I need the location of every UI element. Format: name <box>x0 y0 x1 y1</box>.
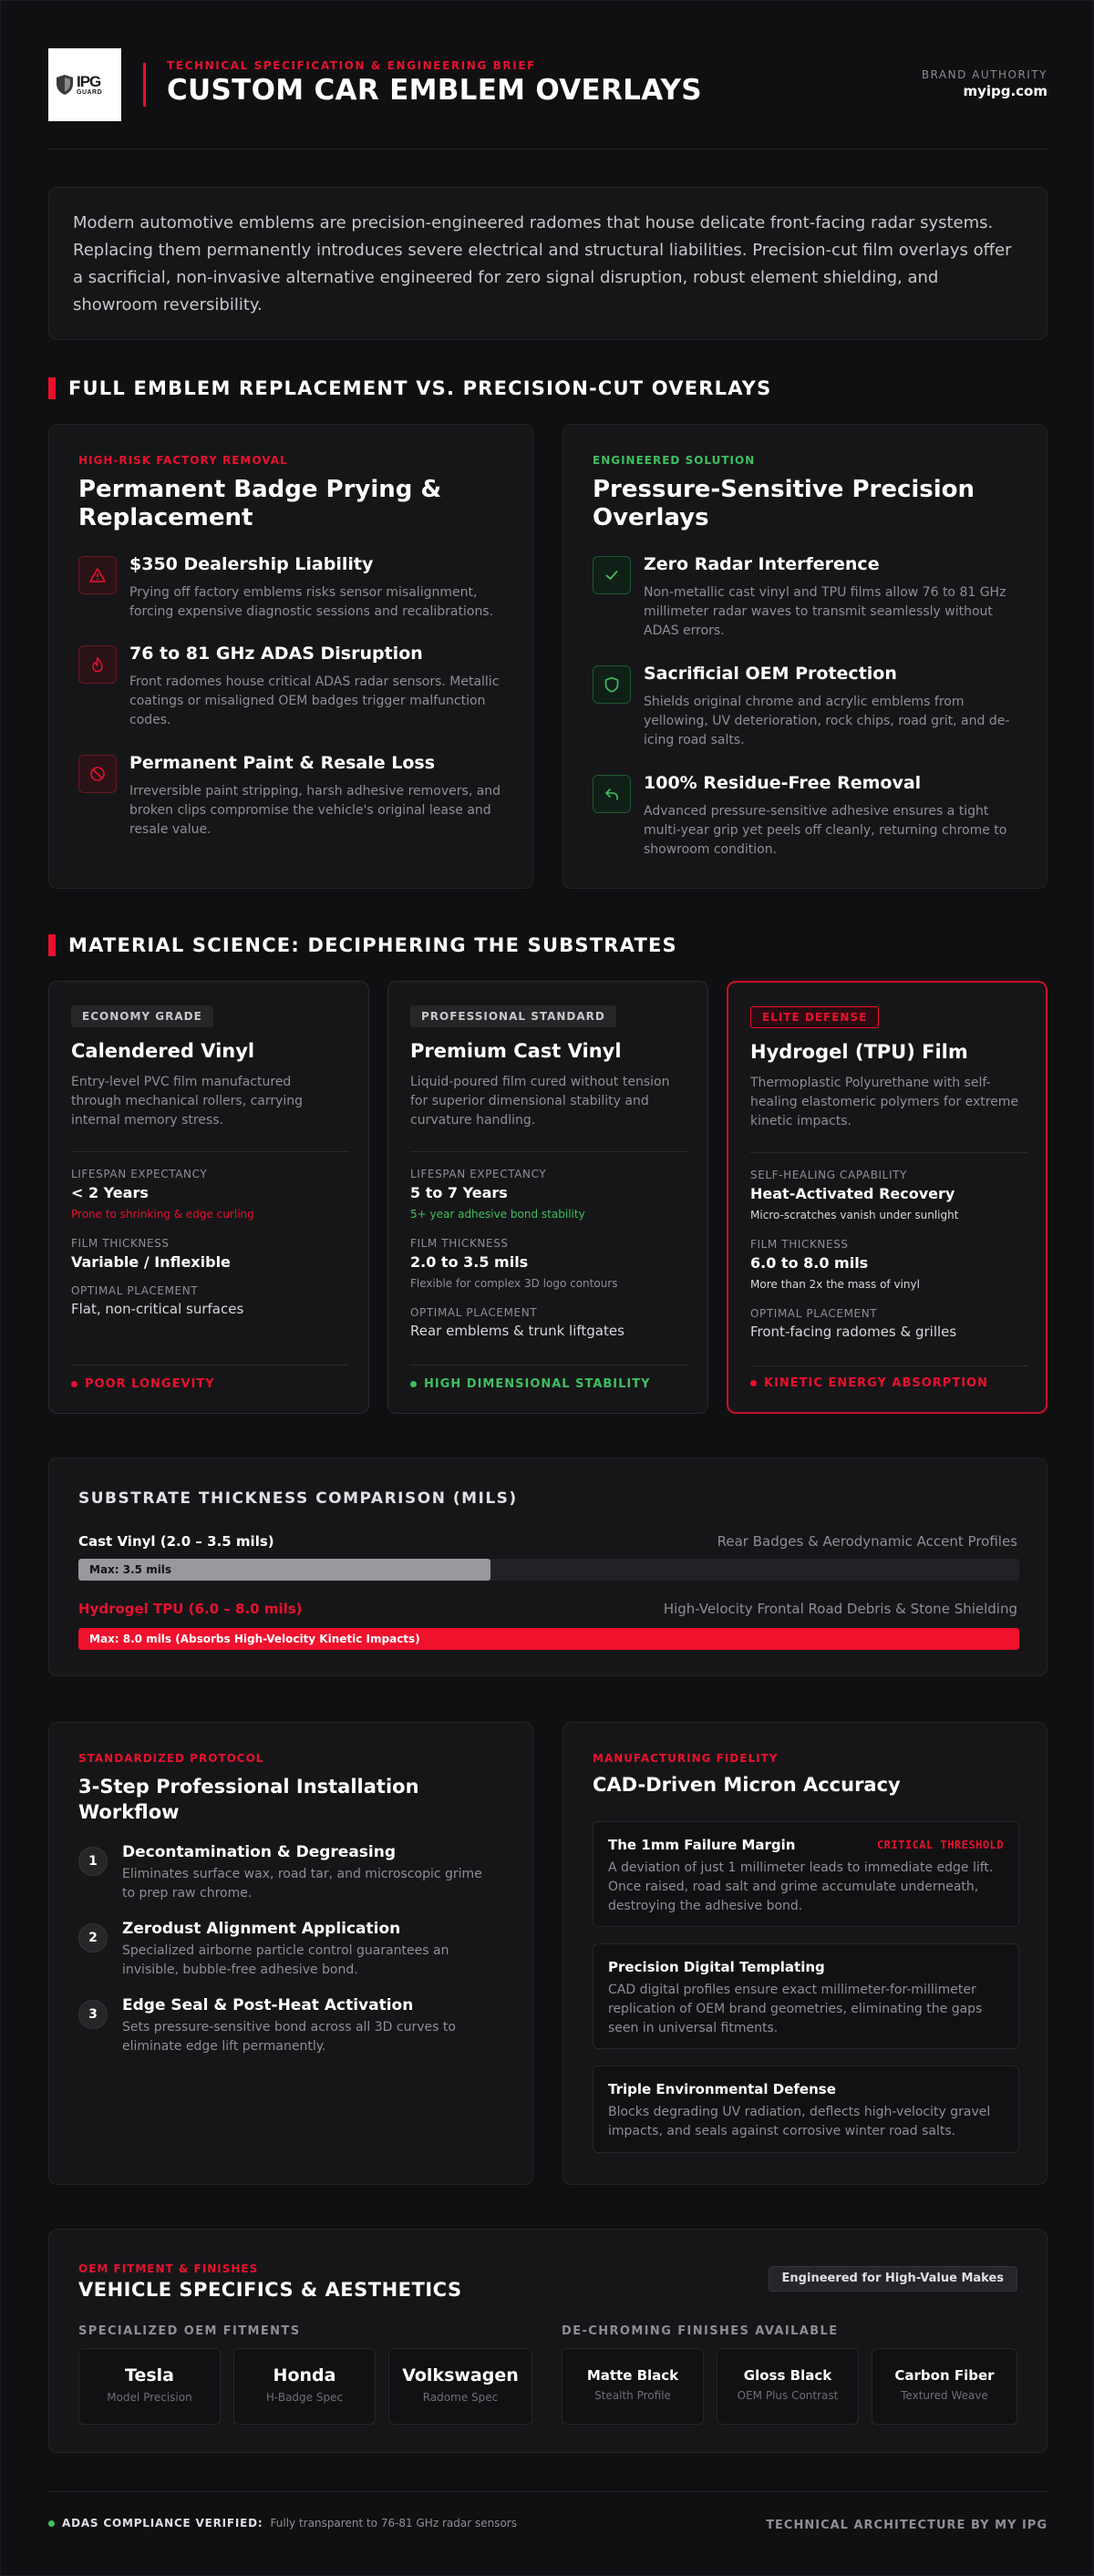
warning-icon <box>78 556 117 594</box>
material-desc: Thermoplastic Polyurethane with self-healing elastomeric polymers for extreme kinetic impacts. <box>750 1076 1019 1128</box>
spec-note: Prone to shrinking & edge curling <box>71 1208 254 1221</box>
undo-icon <box>593 775 631 813</box>
finish-tile-matte-black[interactable] <box>562 2348 704 2425</box>
tile-name: Tesla <box>125 2365 174 2385</box>
bar-use-cast: Rear Badges & Aerodynamic Accent Profiles <box>717 1533 1017 1550</box>
tile-name: Volkswagen <box>402 2365 519 2385</box>
item-desc: Front radomes house critical ADAS radar sensors. Metallic coatings or misaligned OEM badges trigger malfunction codes. <box>129 675 500 727</box>
box-desc: A deviation of just 1 millimeter leads to immediate edge lift. Once raised, road salt and grime accumulate underneath, destroying the adhesive bond. <box>608 1860 994 1913</box>
section-accent-bar <box>48 377 56 399</box>
cad-box <box>593 2066 1019 2153</box>
thickness-comparison-panel <box>48 1458 1048 1676</box>
footer-label: POOR LONGEVITY <box>85 1377 215 1391</box>
step-desc: Sets pressure-sensitive bond across all 3D curves to eliminate edge lift permanently. <box>122 2020 456 2054</box>
card-title: 3-Step Professional Installation Workflow <box>78 1776 419 1823</box>
material-footer <box>750 1376 988 1390</box>
spec-note: Flexible for complex 3D logo contours <box>410 1277 618 1290</box>
panel-kicker: OEM FITMENT & FINISHES <box>78 2262 259 2275</box>
spec-label: OPTIMAL PLACEMENT <box>750 1307 878 1320</box>
tile-sub: Model Precision <box>107 2391 192 2404</box>
material-desc: Liquid-poured film cured without tension for superior dimensional stability and curvature handling. <box>410 1075 670 1128</box>
material-card-calendered <box>48 981 369 1414</box>
fitment-tile-honda[interactable] <box>233 2348 376 2425</box>
spec-value: 5 to 7 Years <box>410 1184 508 1201</box>
brand-logo[interactable] <box>48 48 121 121</box>
fitment-tile-tesla[interactable] <box>78 2348 221 2425</box>
spec-value: 6.0 to 8.0 mils <box>750 1254 869 1272</box>
item-desc: Shields original chrome and acrylic emblems from yellowing, UV deterioration, rock chips, road grit, and de-icing road salts. <box>644 695 1010 747</box>
section-accent-bar <box>48 934 56 956</box>
material-title: Hydrogel (TPU) Film <box>750 1041 968 1063</box>
spec-value: Rear emblems & trunk liftgates <box>410 1323 624 1339</box>
cad-box <box>593 1943 1019 2049</box>
spec-value: 2.0 to 3.5 mils <box>410 1253 529 1271</box>
card-kicker: ENGINEERED SOLUTION <box>593 454 756 467</box>
overlay-card <box>562 424 1048 889</box>
box-desc: CAD digital profiles ensure exact millimeter-for-millimeter replication of OEM brand geometries, eliminating the gaps seen in universal fitments. <box>608 1983 983 2035</box>
divider <box>410 1151 687 1152</box>
spec-label: FILM THICKNESS <box>750 1238 849 1251</box>
card-kicker: HIGH-RISK FACTORY REMOVAL <box>78 454 288 467</box>
compliance-desc: Fully transparent to 76-81 GHz radar sensors <box>270 2517 517 2530</box>
footer <box>48 2517 1048 2535</box>
critical-threshold-tag: CRITICAL THRESHOLD <box>876 1839 1004 1851</box>
compliance-status <box>48 2517 517 2530</box>
brand-url-link[interactable]: myipg.com <box>963 83 1048 99</box>
status-dot <box>48 2520 55 2527</box>
section-heading-comparison <box>48 377 771 399</box>
step-number: 3 <box>78 2000 108 2029</box>
material-title: Premium Cast Vinyl <box>410 1040 622 1062</box>
panel-title: VEHICLE SPECIFICS & AESTHETICS <box>78 2279 462 2301</box>
spec-value: Variable / Inflexible <box>71 1253 231 1271</box>
step-desc: Specialized airborne particle control guarantees an invisible, bubble-free adhesive bond. <box>122 1943 449 1977</box>
item-title: 100% Residue-Free Removal <box>644 773 922 793</box>
status-dot <box>410 1381 417 1387</box>
footer-rule <box>48 2491 1048 2492</box>
intro-text: Modern automotive emblems are precision-engineered radomes that house delicate front-facing radar systems. Replacing them permanently introduces severe electrical and structural liabilities. Precision-cut film overlays offer a sacrificial, non-invasive alternative engineered for zero signal disruption, robust element shielding, and showroom reversibility. <box>73 213 1012 314</box>
spec-note: More than 2x the mass of vinyl <box>750 1278 920 1291</box>
compliance-label: ADAS COMPLIANCE VERIFIED: <box>62 2517 263 2530</box>
item-desc: Non-metallic cast vinyl and TPU films allow 76 to 81 GHz millimeter radar waves to transmit seamlessly without ADAS errors. <box>644 585 1006 638</box>
material-title: Calendered Vinyl <box>71 1040 255 1062</box>
spec-value: Front-facing radomes & grilles <box>750 1324 957 1340</box>
item-title: 76 to 81 GHz ADAS Disruption <box>129 644 423 664</box>
divider <box>750 1365 1027 1366</box>
vehicle-specifics-panel <box>48 2229 1048 2453</box>
spec-label: SELF-HEALING CAPABILITY <box>750 1169 907 1181</box>
spec-label: LIFESPAN EXPECTANCY <box>410 1168 547 1180</box>
header <box>48 48 1048 121</box>
item-desc: Prying off factory emblems risks sensor misalignment, forcing expensive diagnostic sessions and recalibrations. <box>129 585 494 619</box>
step-title: Decontamination & Degreasing <box>122 1843 397 1861</box>
logo-wordmark: IPG <box>77 73 101 90</box>
box-desc: Blocks degrading UV radiation, deflects high-velocity gravel impacts, and seals against corrosive winter road salts. <box>608 2105 991 2138</box>
footer-credit: TECHNICAL ARCHITECTURE BY MY IPG <box>766 2519 1048 2532</box>
spec-note: 5+ year adhesive bond stability <box>410 1208 585 1221</box>
spec-value: Heat-Activated Recovery <box>750 1185 955 1202</box>
header-divider <box>143 63 146 107</box>
step-title: Zerodust Alignment Application <box>122 1920 401 1938</box>
step-title: Edge Seal & Post-Heat Activation <box>122 1996 414 2014</box>
tile-name: Honda <box>273 2365 336 2385</box>
material-card-tpu <box>727 981 1048 1414</box>
tile-name: Carbon Fiber <box>894 2367 995 2384</box>
material-footer <box>410 1377 651 1391</box>
fitments-label: SPECIALIZED OEM FITMENTS <box>78 2324 301 2338</box>
box-title: Precision Digital Templating <box>608 1959 825 1975</box>
bar-fill-cast: Max: 3.5 mils <box>78 1559 490 1581</box>
ban-icon <box>78 755 117 793</box>
step-number: 2 <box>78 1923 108 1953</box>
panel-title: SUBSTRATE THICKNESS COMPARISON (MILS) <box>78 1489 518 1508</box>
step-number: 1 <box>78 1847 108 1876</box>
material-footer <box>71 1377 215 1391</box>
grade-badge: ECONOMY GRADE <box>71 1005 213 1027</box>
footer-label: KINETIC ENERGY ABSORPTION <box>764 1376 988 1390</box>
bar-use-tpu: High-Velocity Frontal Road Debris & Stone Shielding <box>663 1601 1017 1617</box>
finish-tile-carbon-fiber[interactable] <box>872 2348 1017 2425</box>
tile-name: Matte Black <box>586 2367 679 2384</box>
page-title: CUSTOM CAR EMBLEM OVERLAYS <box>167 74 702 107</box>
spec-value: Flat, non-critical surfaces <box>71 1301 244 1317</box>
status-dot <box>71 1381 77 1387</box>
finish-tile-gloss-black[interactable] <box>717 2348 859 2425</box>
section-title: FULL EMBLEM REPLACEMENT VS. PRECISION-CUT OVERLAYS <box>68 377 772 399</box>
tile-sub: Textured Weave <box>901 2389 988 2402</box>
bar-fill-tpu: Max: 8.0 mils (Absorbs High-Velocity Kinetic Impacts) <box>78 1628 1019 1650</box>
tile-sub: H-Badge Spec <box>265 2391 344 2404</box>
item-title: Permanent Paint & Resale Loss <box>129 753 436 773</box>
grade-badge: PROFESSIONAL STANDARD <box>410 1005 616 1027</box>
item-desc: Advanced pressure-sensitive adhesive ensures a tight multi-year grip yet peels off cleanly, returning chrome to showroom condition. <box>644 804 1007 857</box>
brand-authority-label: BRAND AUTHORITY <box>921 68 1048 81</box>
card-title: Pressure-Sensitive Precision Overlays <box>593 476 975 531</box>
cad-box <box>593 1821 1019 1927</box>
logo-subtext: GUARD <box>77 89 103 96</box>
item-title: Sacrificial OEM Protection <box>644 664 897 684</box>
status-dot <box>750 1380 757 1386</box>
section-title: MATERIAL SCIENCE: DECIPHERING THE SUBSTRATES <box>68 934 677 956</box>
shield-logo-icon <box>56 74 74 96</box>
section-heading-materials <box>48 934 677 956</box>
card-title: CAD-Driven Micron Accuracy <box>593 1774 901 1796</box>
box-title: The 1mm Failure Margin <box>608 1837 796 1853</box>
tile-sub: Stealth Profile <box>594 2389 671 2402</box>
spec-note: Micro-scratches vanish under sunlight <box>750 1209 959 1221</box>
intro-panel <box>48 187 1048 340</box>
shield-icon <box>593 665 631 704</box>
header-kicker: TECHNICAL SPECIFICATION & ENGINEERING BRIEF <box>167 59 536 72</box>
divider <box>71 1151 348 1152</box>
card-kicker: MANUFACTURING FIDELITY <box>593 1752 779 1765</box>
card-title: Permanent Badge Prying & Replacement <box>78 476 442 531</box>
spec-label: LIFESPAN EXPECTANCY <box>71 1168 208 1180</box>
tile-sub: OEM Plus Contrast <box>737 2389 839 2402</box>
item-desc: Irreversible paint stripping, harsh adhesive removers, and broken clips compromise the vehicle's original lease and resale value. <box>129 784 501 837</box>
bar-label-tpu: Hydrogel TPU (6.0 – 8.0 mils) <box>78 1601 303 1617</box>
spec-label: FILM THICKNESS <box>71 1237 170 1250</box>
material-desc: Entry-level PVC film manufactured through mechanical rollers, carrying internal memory stress. <box>71 1075 304 1128</box>
tile-sub: Radome Spec <box>422 2391 499 2404</box>
divider <box>750 1152 1027 1153</box>
item-title: $350 Dealership Liability <box>129 554 374 574</box>
replacement-card <box>48 424 533 889</box>
spec-label: FILM THICKNESS <box>410 1237 509 1250</box>
finishes-label: DE-CHROMING FINISHES AVAILABLE <box>562 2324 839 2338</box>
spec-label: OPTIMAL PLACEMENT <box>71 1284 199 1297</box>
step-desc: Eliminates surface wax, road tar, and microscopic grime to prep raw chrome. <box>122 1867 482 1901</box>
fitment-tile-volkswagen[interactable] <box>388 2348 532 2425</box>
installation-card <box>48 1722 533 2185</box>
bar-track-cast <box>78 1559 1019 1581</box>
tile-name: Gloss Black <box>743 2367 832 2384</box>
grade-badge: ELITE DEFENSE <box>750 1006 879 1028</box>
flame-icon <box>78 645 117 684</box>
footer-label: HIGH DIMENSIONAL STABILITY <box>424 1377 651 1391</box>
item-title: Zero Radar Interference <box>644 554 880 574</box>
cad-card <box>562 1722 1048 2185</box>
check-icon <box>593 556 631 594</box>
bar-track-tpu <box>78 1628 1019 1650</box>
card-kicker: STANDARDIZED PROTOCOL <box>78 1752 264 1765</box>
bar-label-cast: Cast Vinyl (2.0 – 3.5 mils) <box>78 1533 274 1550</box>
material-card-cast <box>387 981 708 1414</box>
spec-label: OPTIMAL PLACEMENT <box>410 1306 538 1319</box>
box-title: Triple Environmental Defense <box>608 2081 836 2097</box>
high-value-makes-pill: Engineered for High-Value Makes <box>769 2266 1017 2292</box>
spec-value: < 2 Years <box>71 1184 149 1201</box>
